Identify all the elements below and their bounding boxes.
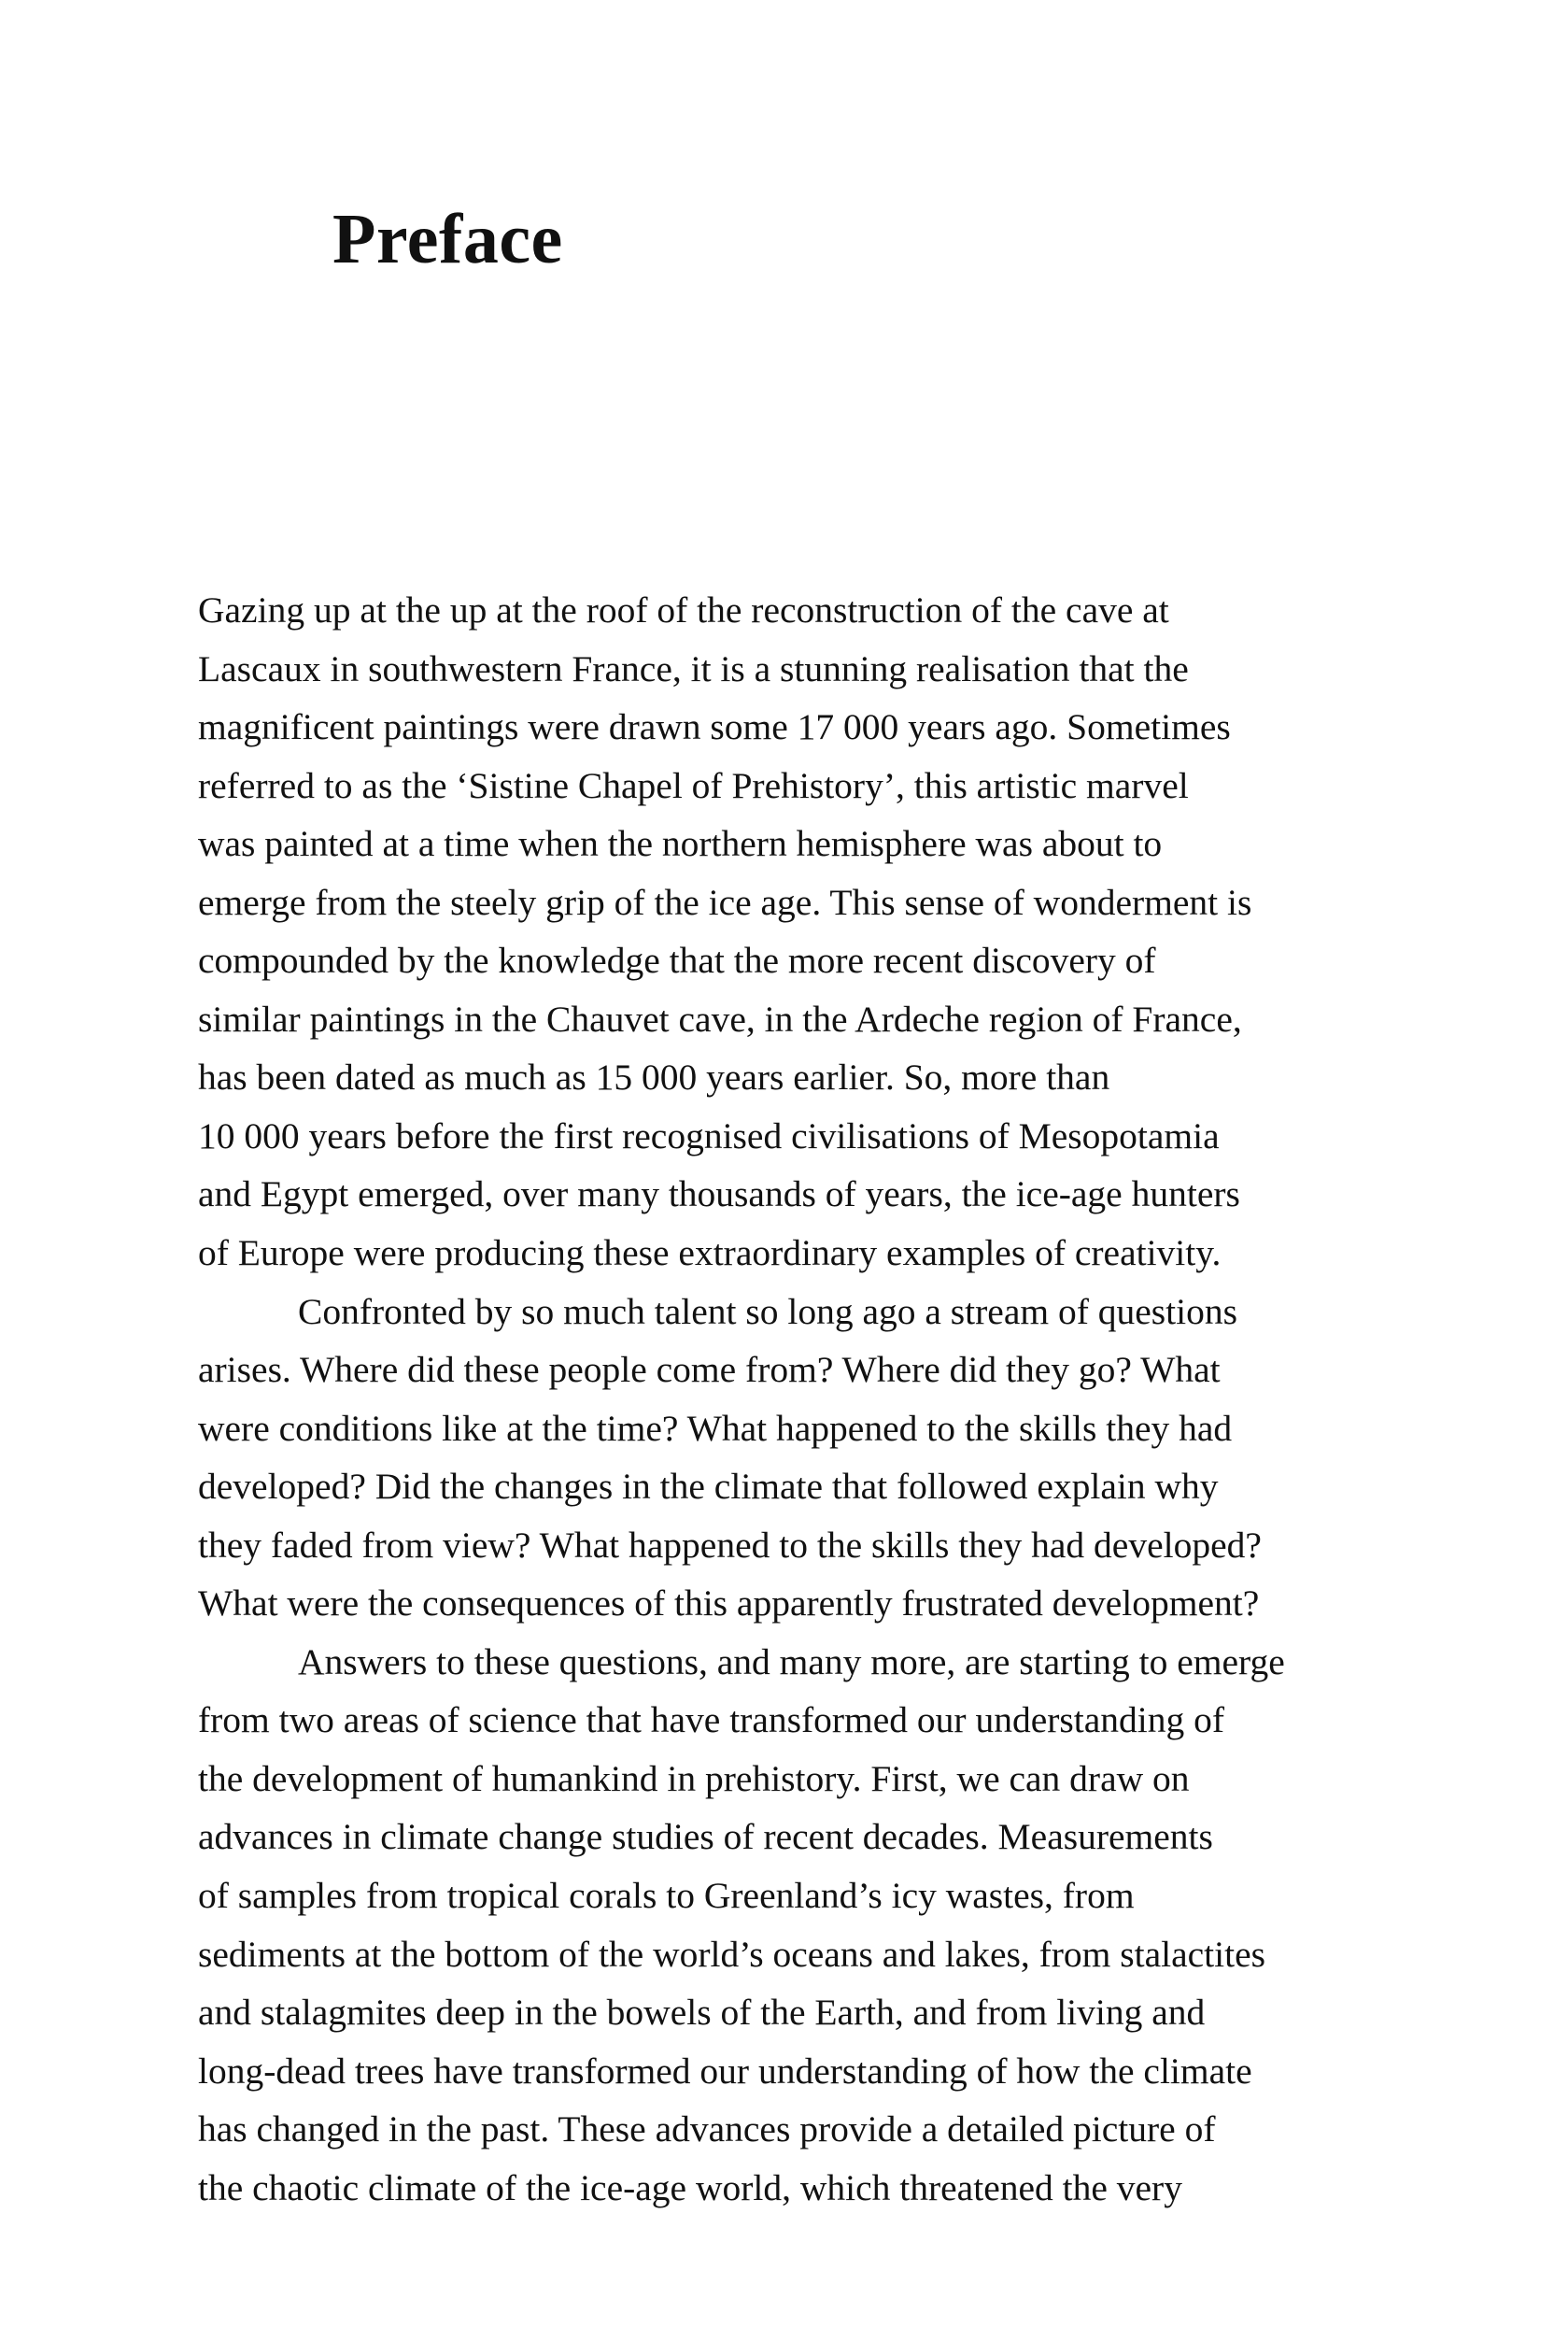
body-text [198, 581, 1431, 2217]
paragraph-3 [198, 1633, 1431, 2217]
text-line: of Europe were producing these extraordinary examples of creativity. [198, 1232, 1222, 1274]
text-line: sediments at the bottom of the world’s oceans and lakes, from stalactites [198, 1933, 1266, 1975]
text-line: has been dated as much as 15 000 years earlier. So, more than [198, 1057, 1110, 1099]
text-line: of samples from tropical corals to Greenland’s icy wastes, from [198, 1875, 1135, 1917]
text-line: Gazing up at the up at the roof of the reconstruction of the cave at [198, 589, 1169, 631]
text-line: from two areas of science that have transformed our understanding of [198, 1699, 1225, 1741]
text-line: 10 000 years before the first recognised civilisations of Mesopotamia [198, 1114, 1220, 1156]
text-line: has changed in the past. These advances provide a detailed picture of [198, 2108, 1216, 2150]
text-line: the chaotic climate of the ice-age world, which threatened the very [198, 2166, 1182, 2208]
text-line: magnificent paintings were drawn some 17 000 years ago. Sometimes [198, 706, 1231, 748]
text-line: What were the consequences of this apparently frustrated development? [198, 1582, 1260, 1625]
paragraph-1 [198, 581, 1431, 1283]
text-line: developed? Did the changes in the climate that followed explain why [198, 1466, 1219, 1508]
text-line: arises. Where did these people come from? Where did they go? What [198, 1349, 1221, 1391]
text-line: and Egypt emerged, over many thousands of years, the ice-age hunters [198, 1173, 1240, 1215]
text-line: was painted at a time when the northern hemisphere was about to [198, 823, 1163, 865]
text-line: Answers to these questions, and many more, are starting to emerge [298, 1640, 1285, 1682]
text-line: advances in climate change studies of recent decades. Measurements [198, 1816, 1213, 1858]
text-line: they faded from view? What happened to the skills they had developed? [198, 1524, 1262, 1566]
page-title: Preface [332, 200, 563, 278]
text-line: similar paintings in the Chauvet cave, in the Ardeche region of France, [198, 998, 1242, 1040]
text-line: and stalagmites deep in the bowels of the Earth, and from living and [198, 1992, 1206, 2034]
text-line: the development of humankind in prehistory. First, we can draw on [198, 1757, 1190, 1799]
text-line: Confronted by so much talent so long ago a stream of questions [298, 1290, 1237, 1332]
paragraph-2 [198, 1283, 1431, 1633]
text-line: emerge from the steely grip of the ice age. This sense of wonderment is [198, 881, 1252, 923]
text-line: Lascaux in southwestern France, it is a stunning realisation that the [198, 647, 1189, 689]
text-line: referred to as the ‘Sistine Chapel of Prehistory’, this artistic marvel [198, 764, 1189, 806]
text-line: compounded by the knowledge that the more recent discovery of [198, 940, 1156, 982]
text-line: long-dead trees have transformed our understanding of how the climate [198, 2050, 1252, 2092]
text-line: were conditions like at the time? What happened to the skills they had [198, 1407, 1233, 1449]
